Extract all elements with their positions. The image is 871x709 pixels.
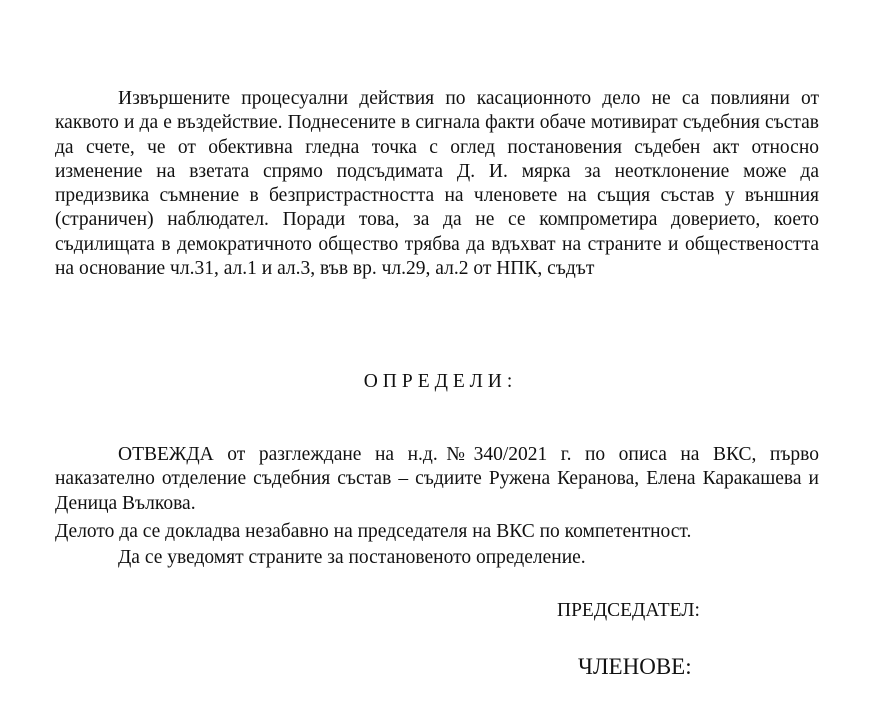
reasoning-paragraph: Извършените процесуални действия по касационното дело не са повлияни от каквото и да е въздействие. Поднесените в сигнала факти обаче мотивират съдебния състав да счете, че от обективна гледна точка с оглед постановения съдебен акт относно изменение на взетата спрямо подсъдимата Д. И. мярка за неотклонение може да предизвика съмнение в безпристрастността на членовете на същия състав у външния (страничен) наблюдател. Поради това, за да не се компрометира доверието, което съдилищата в демократичното общество трябва да вдъхват на страните и обществеността на основание чл.31, ал.1 и ал.3, във вр. чл.29, ал.2 от НПК, съдът [55,88,819,280]
members-label: ЧЛЕНОВЕ: [578,654,692,679]
ruling-heading: ОПРЕДЕЛИ: [363,371,518,392]
referral-line: Делото да се докладва незабавно на председателя на ВКС по компетентност. [55,521,692,542]
notification-line: Да се уведомят страните за постановеното определение. [118,547,586,568]
ruling-paragraph: ОТВЕЖДА от разглеждане на н.д.№340/2021 г. по описа на ВКС, първо наказателно отделение съдебния състав – съдиите Ружена Керанова, Елена Каракашева и Деница Вълкова. [55,444,819,514]
chairman-label: ПРЕДСЕДАТЕЛ: [557,600,700,621]
